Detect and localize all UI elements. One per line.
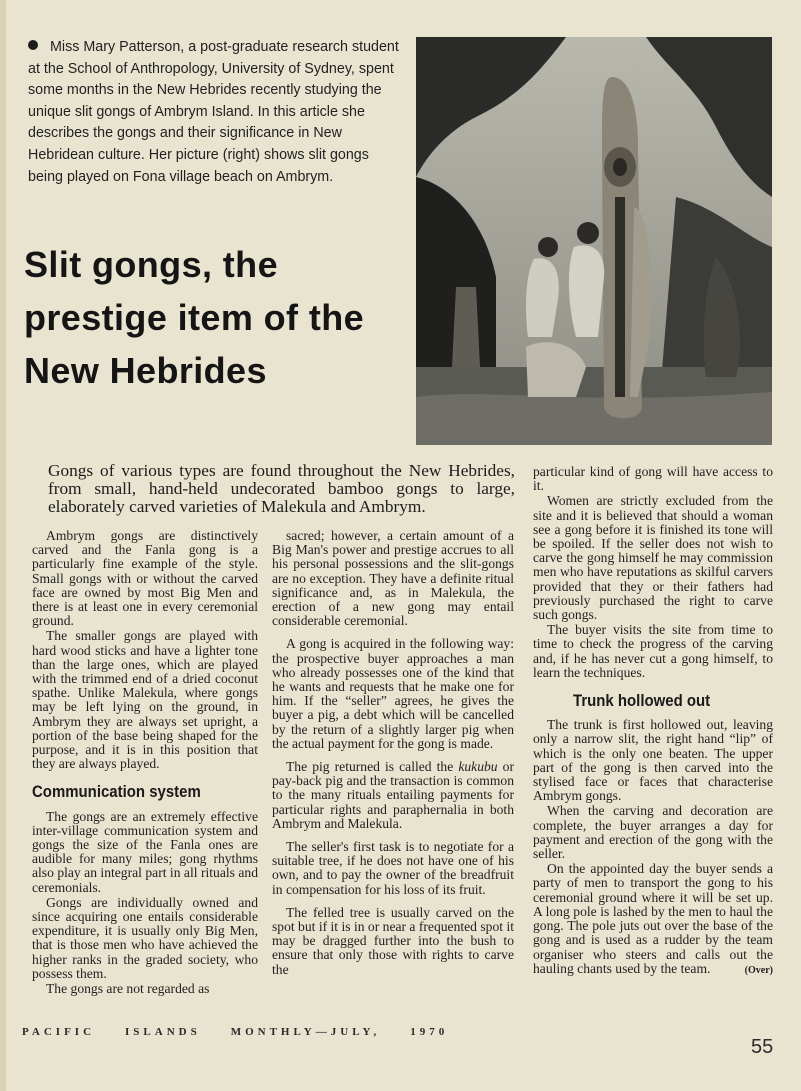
paragraph: Women are strictly excluded from the site and it is believed that should a woman see a gong before it is finished its tone will be spoiled. If the seller does not wish to carve the gong himself he may commission men who have reputations as skilful carvers provided that they or their fathers had previously purchased the right to carve such gongs.	[533, 493, 773, 623]
paragraph	[272, 760, 514, 831]
paragraph: The seller's first task is to negotiate for a suitable tree, if he does not have one of his own, and to pay the owner of the breadfruit in compensation for his loss of its fruit.	[272, 839, 514, 897]
paragraph: The smaller gongs are played with hard wood sticks and have a lighter tone than the large ones, which are played with the trimmed end of a dried coconut spathe. Unlike Malekula, where gongs may be left lying on the ground, in Ambrym they are always set upright, a portion of the base being shaped for the purpose, and it is in this position that they are always played.	[32, 628, 258, 772]
footer-word: PACIFIC	[22, 1026, 96, 1038]
paragraph-text: The pig returned is called the	[286, 759, 459, 775]
page-footer	[22, 1026, 642, 1038]
text-column-3	[533, 465, 773, 978]
text-column-2	[272, 529, 514, 977]
paragraph	[533, 862, 773, 976]
intro-text: Miss Mary Patterson, a post-graduate research student at the School of Anthropology, University of Sydney, spent some months in the New Hebrides recently studying the unique slit gongs of Ambrym Island. In this article she describes the gongs and their significance in New Hebridean culture. Her picture (right) shows slit gongs being played on Fona village beach on Ambrym.	[28, 39, 399, 185]
paragraph: Ambrym gongs are distinctively carved and the Fanla gong is a particularly fine example of the style. Small gongs with or without the carved face are owned by most Big Men and there is at least one in every ceremonial ground.	[32, 528, 258, 629]
section-heading-trunk: Trunk hollowed out	[573, 691, 711, 711]
article-headline: Slit gongs, the prestige item of the New Hebrides	[24, 244, 365, 391]
footer-word: MONTHLY—JULY,	[230, 1026, 381, 1038]
paragraph-text: On the appointed day the buyer sends a party of men to transport the gong to his ceremonial ground where it will be set up. A long pole is lashed by the men to haul the gong. The pole juts out over the base of the gong and is used as a rudder by the team organiser who steers and calls out the hauling chants used by the team.	[533, 861, 773, 976]
page-edge	[0, 0, 6, 1091]
paragraph: The trunk is first hollowed out, leaving only a narrow slit, the right hand “lip” of which is the only one beaten. The upper part of the gong is then carved into the stylised face or faces that characterise Ambrym gongs.	[533, 717, 773, 804]
paragraph: Gongs are individually owned and since acquiring one entails considerable expenditure, it is usually only Big Men, that is those men who have achieved the higher ranks in the graded society, who possess them.	[32, 894, 258, 981]
photo-illustration	[416, 37, 772, 445]
paragraph: sacred; however, a certain amount of a Big Man's power and prestige accrues to all his personal possessions and the slit-gongs are no exception. They have a definite ritual significance and, as in Malekula, the erection of a new gong may entail considerable ceremonial.	[272, 528, 514, 629]
paragraph: The felled tree is usually carved on the spot but if it is in or near a frequented spot it may be dragged further into the bush to ensure that only those with rights to carve the	[272, 904, 514, 977]
bullet-icon	[28, 40, 38, 50]
page-number: 55	[751, 1036, 774, 1058]
section-heading-communication: Communication system	[32, 782, 201, 802]
term-kukubu: kukubu	[458, 759, 498, 775]
text-column-1	[32, 529, 258, 996]
paragraph: When the carving and decoration are complete, the buyer arranges a day for payment and erection of the gong with the seller.	[533, 803, 773, 862]
slit-gongs-photo	[416, 37, 772, 445]
paragraph-text: or pay-back pig and the transaction is common to the many rituals entailing payments for particular rights and paraphernalia in both Ambrym and Malekula.	[272, 759, 514, 831]
lead-paragraph: Gongs of various types are found throughout the New Hebrides, from small, hand-held undecorated bamboo gongs to large, elaborately carved varieties of Malekula and Ambrym.	[48, 461, 515, 516]
paragraph: A gong is acquired in the following way: the prospective buyer approaches a man who already possesses one of the kind that he wants and requests that he make one for him. If the “seller” agrees, he gives the buyer a pig, a debt which will be cancelled by the return of a slightly larger pig when the actual payment for the gong is made.	[272, 636, 514, 751]
paragraph: The buyer visits the site from time to time to check the progress of the carving and, if he has never cut a gong himself, to learn the techniques.	[533, 622, 773, 680]
paragraph: The gongs are not regarded as	[46, 981, 210, 997]
intro-paragraph	[28, 37, 400, 188]
paragraph: particular kind of gong will have access to it.	[533, 464, 773, 494]
footer-word: ISLANDS	[125, 1026, 201, 1038]
continued-marker: (Over)	[744, 964, 773, 976]
footer-year: 1970	[410, 1026, 449, 1038]
paragraph: The gongs are an extremely effective inter-village communication system and gongs the size of the Fanla ones are audible for many miles; gong rhythms also play an integral part in all rituals and ceremonials.	[32, 808, 258, 895]
